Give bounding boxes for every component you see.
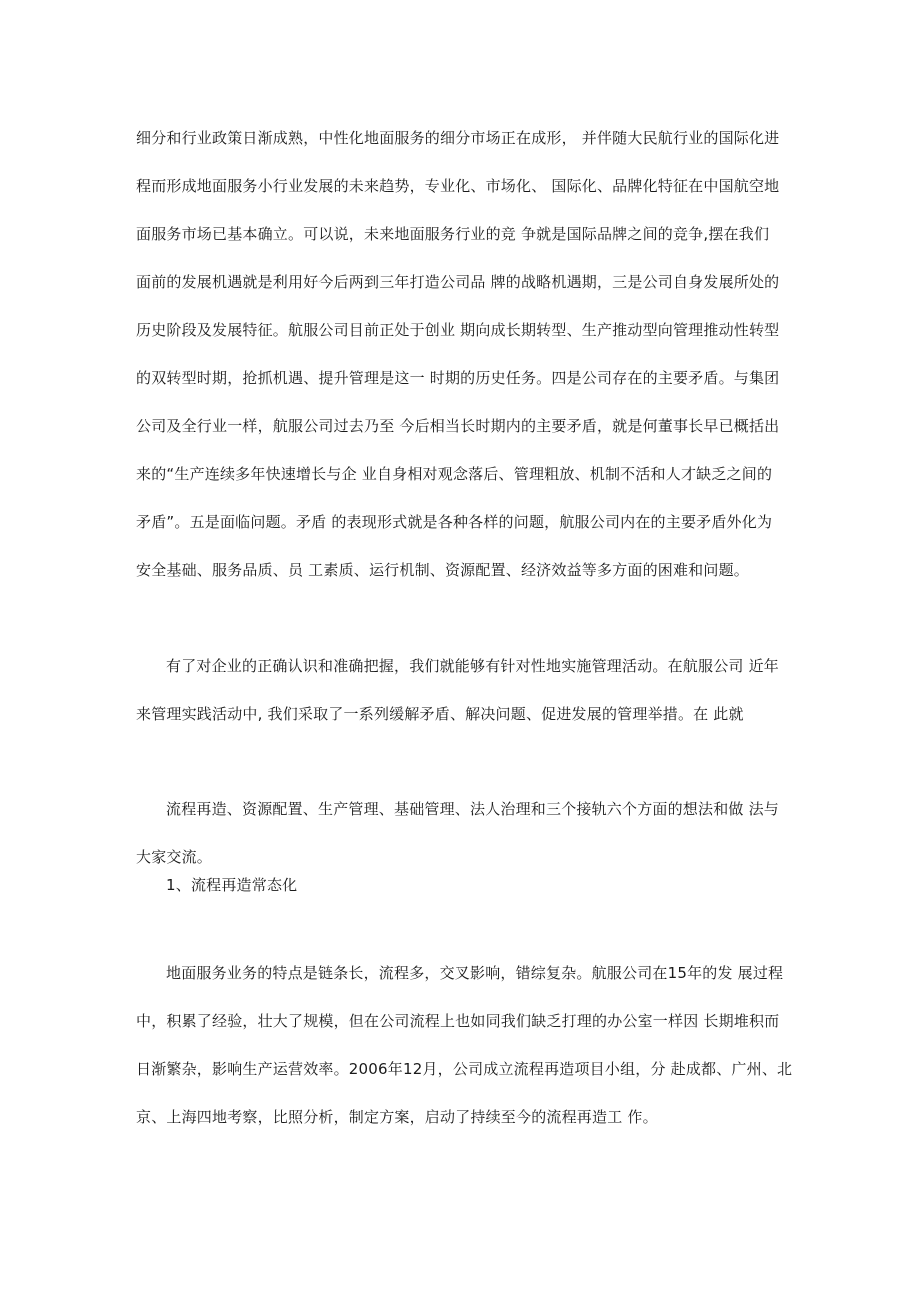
paragraph-line: 日渐繁杂，影响生产运营效率。2006年12月，公司成立流程再造项目小组，分 赴成都、广州、北	[136, 1060, 793, 1078]
paragraph-line: 矛盾”。五是面临问题。矛盾 的表现形式就是各种各样的问题，航服公司内在的主要矛盾外化为	[136, 513, 773, 531]
paragraph-line: 中，积累了经验，壮大了规模，但在公司流程上也如同我们缺乏打理的办公室一样因 长期堆积而	[136, 1012, 780, 1030]
paragraph-line: 地面服务业务的特点是链条长，流程多，交叉影响，错综复杂。航服公司在15年的发 展过程	[166, 964, 784, 982]
paragraph-line: 公司及全行业一样，航服公司过去乃至 今后相当长时期内的主要矛盾，就是何董事长早已概括出	[136, 417, 780, 435]
paragraph-line: 安全基础、服务品质、员 工素质、运行机制、资源配置、经济效益等多方面的困难和问题。	[136, 561, 749, 579]
paragraph-line: 的双转型时期，抢抓机遇、提升管理是这一 时期的历史任务。四是公司存在的主要矛盾。与集团	[136, 369, 780, 387]
paragraph-line: 流程再造、资源配置、生产管理、基础管理、法人治理和三个接轨六个方面的想法和做 法与	[166, 800, 779, 818]
paragraph-line: 大家交流。	[136, 848, 213, 866]
section-heading: 1、流程再造常态化	[166, 876, 298, 894]
paragraph-line: 有了对企业的正确认识和准确把握，我们就能够有针对性地实施管理活动。在航服公司 近年	[166, 657, 779, 675]
paragraph-line: 京、上海四地考察，比照分析，制定方案，启动了持续至今的流程再造工 作。	[136, 1108, 658, 1126]
paragraph-line: 面前的发展机遇就是利用好今后两到三年打造公司品 牌的战略机遇期，三是公司自身发展所处的	[136, 273, 780, 291]
paragraph-line: 面服务市场已基本确立。可以说，未来地面服务行业的竞 争就是国际品牌之间的竞争,摆在我们	[136, 225, 770, 243]
paragraph-line: 细分和行业政策日渐成熟，中性化地面服务的细分市场正在成形， 并伴随大民航行业的国际化进	[136, 129, 780, 147]
paragraph-line: 来的“生产连续多年快速增长与企 业自身相对观念落后、管理粗放、机制不活和人才缺乏之间的	[136, 465, 773, 483]
paragraph-line: 历史阶段及发展特征。航服公司目前正处于创业 期向成长期转型、生产推动型向管理推动性转型	[136, 321, 780, 339]
paragraph-line: 来管理实践活动中, 我们采取了一系列缓解矛盾、解决问题、促进发展的管理举措。在 此就	[136, 705, 744, 723]
paragraph-line: 程而形成地面服务小行业发展的未来趋势，专业化、市场化、 国际化、品牌化特征在中国航空地	[136, 177, 780, 195]
